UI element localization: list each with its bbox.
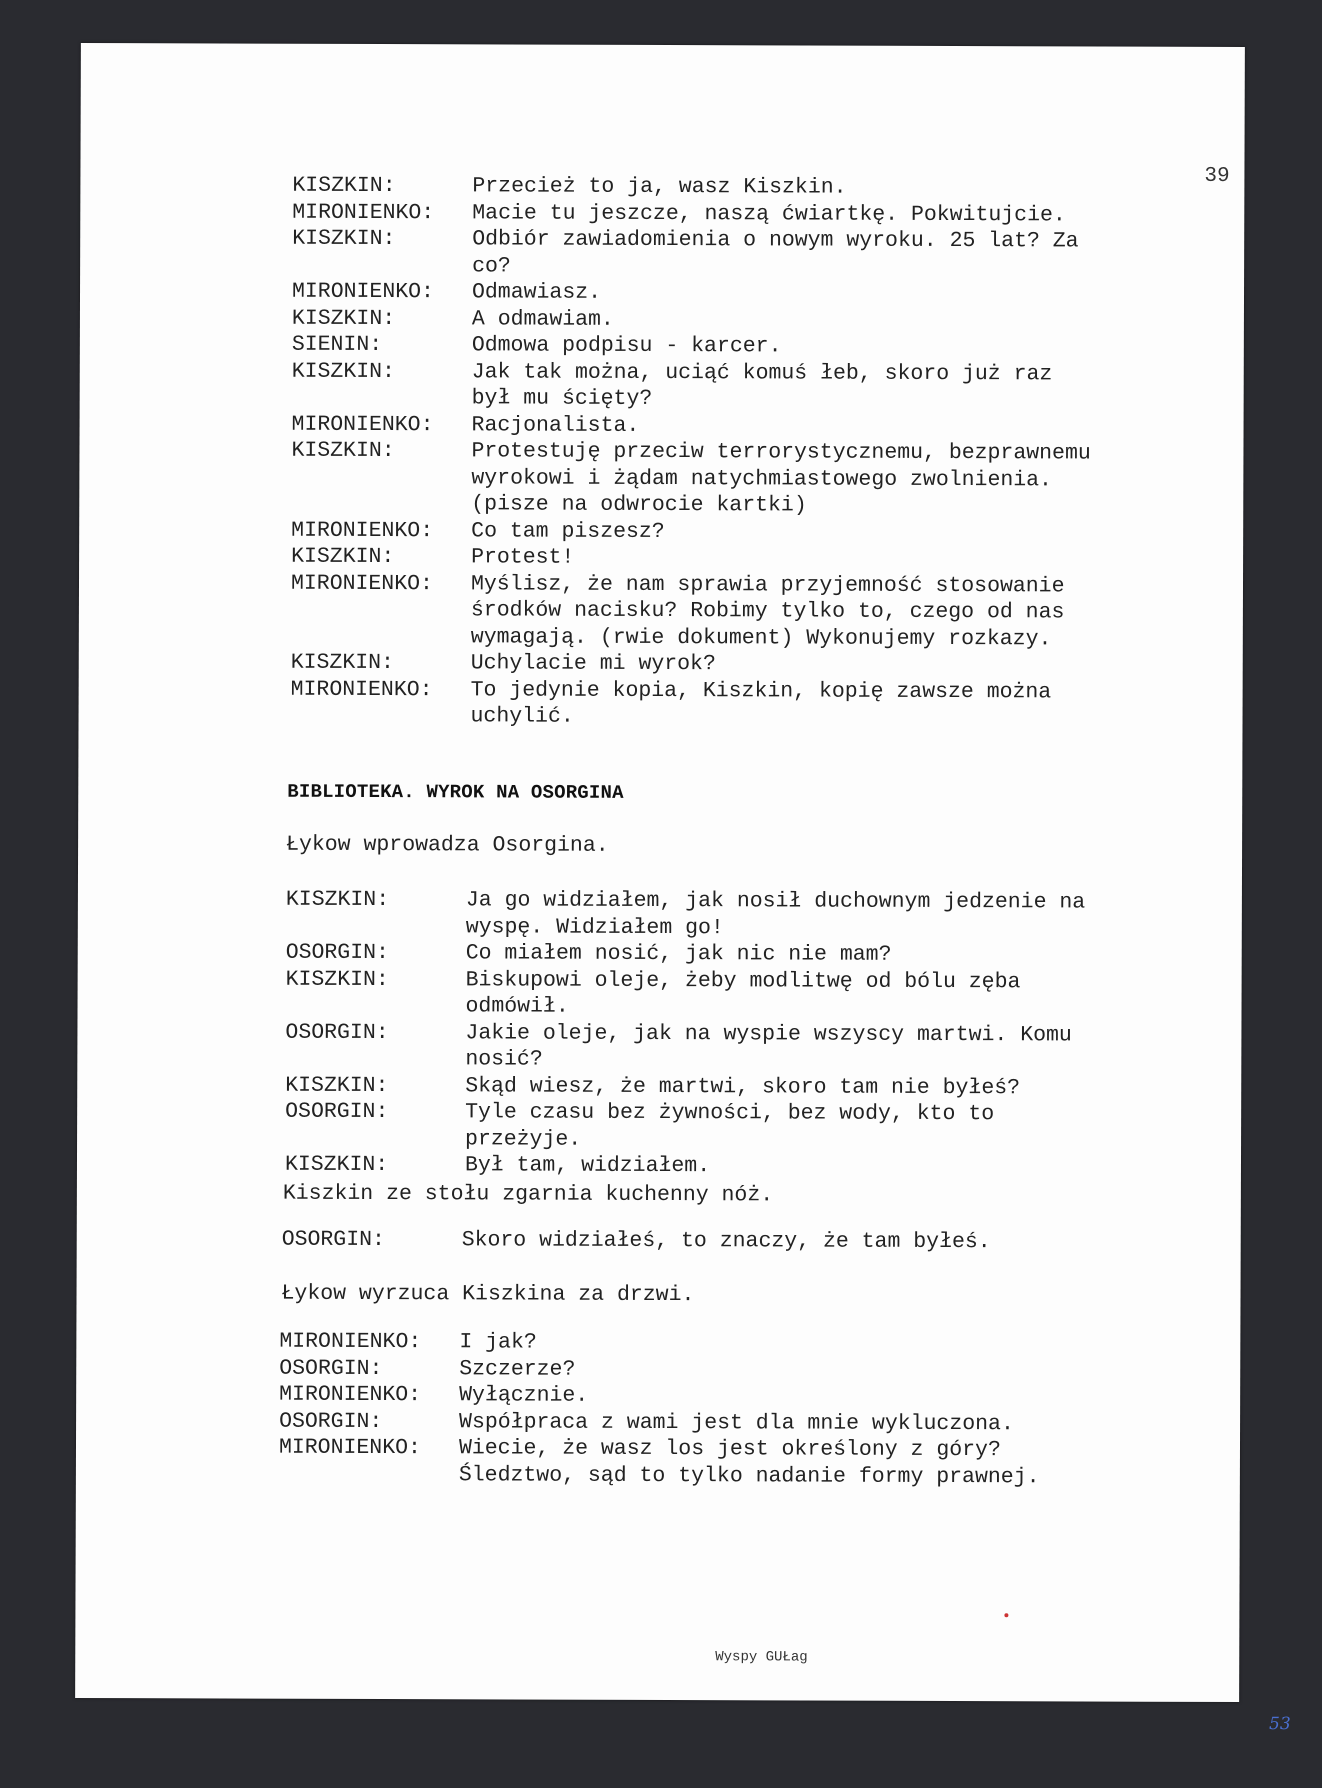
dialogue-text: Protestuję przeciw terrorystycznemu, bezprawnemu <box>471 439 1091 466</box>
dialogue-text: środków nacisku? Robimy tylko to, czego od nas <box>470 598 1065 625</box>
speaker-name: MIRONIENKO: <box>290 571 433 596</box>
dialogue-text: A odmawiam. <box>471 306 614 332</box>
stage-direction-2: Kiszkin ze stołu zgarnia kuchenny nóż. <box>282 1181 774 1208</box>
dialogue-text: odmówił. <box>465 994 569 1019</box>
speaker-name: KISZKIN: <box>290 650 394 676</box>
dialogue-text: (pisze na odwrocie kartki) <box>471 492 807 518</box>
speaker-name: KISZKIN: <box>292 173 396 199</box>
page-number: 39 <box>1204 164 1230 188</box>
dialogue-text: Wyłącznie. <box>459 1383 589 1408</box>
speaker-name: KISZKIN: <box>292 226 396 252</box>
stage-direction-1: Łykow wprowadza Osorgina. <box>286 832 609 858</box>
dialogue-text: był mu ścięty? <box>471 386 653 411</box>
ink-dot <box>1004 1613 1008 1617</box>
dialogue-text: Był tam, widziałem. <box>464 1153 711 1179</box>
dialogue-text: uchylić. <box>470 704 574 729</box>
dialogue-text: Jak tak można, uciąć komuś łeb, skoro już raz <box>471 359 1053 386</box>
document-page <box>75 43 1291 1735</box>
speaker-name: KISZKIN: <box>285 887 390 913</box>
speaker-name: KISZKIN: <box>291 359 396 384</box>
archive-number: 53 <box>1268 1714 1291 1735</box>
speaker-name: OSORGIN: <box>285 1020 389 1045</box>
speaker-name: OSORGIN: <box>279 1409 383 1434</box>
speaker-name: MIRONIENKO: <box>291 412 434 437</box>
dialogue-text: Wiecie, że wasz los jest określony z góry? <box>458 1436 1001 1463</box>
dialogue-text: przeżyje. <box>465 1126 582 1152</box>
dialogue-text: Współpraca z wami jest dla mnie wykluczona. <box>459 1409 1014 1436</box>
dialogue-text: Jakie oleje, jak na wyspie wszyscy martwi. Komu <box>465 1020 1072 1047</box>
dialogue-text: Śledztwo, sąd to tylko nadanie formy prawnej. <box>458 1462 1040 1489</box>
speaker-name: KISZKIN: <box>291 438 395 464</box>
dialogue-text: Szczerze? <box>459 1356 576 1382</box>
dialogue-text: co? <box>472 253 511 278</box>
speaker-name: MIRONIENKO: <box>291 518 434 543</box>
dialogue-text: Ja go widziałem, jak nosił duchownym jedzenie na <box>465 888 1086 915</box>
speaker-name: MIRONIENKO: <box>278 1435 421 1461</box>
dialogue-text: Skąd wiesz, że martwi, skoro tam nie byłeś? <box>465 1073 1021 1100</box>
speaker-name: MIRONIENKO: <box>290 677 433 702</box>
speaker-name: OSORGIN: <box>285 1099 389 1125</box>
speaker-name: KISZKIN: <box>291 544 395 570</box>
dialogue-text: Uchylacie mi wyrok? <box>470 651 716 677</box>
speaker-name: MIRONIENKO: <box>292 200 435 225</box>
dialogue-text: Co tam piszesz? <box>471 518 665 544</box>
dialogue-text: Odbiór zawiadomienia o nowym wyroku. 25 lat? Za <box>472 227 1079 254</box>
dialogue-section-4 <box>278 1329 1040 1489</box>
page-footer: Wyspy GUŁag <box>715 1649 808 1666</box>
dialogue-text: Myślisz, że nam sprawia przyjemność stosowanie <box>470 571 1065 598</box>
dialogue-text: Racjonalista. <box>471 412 640 438</box>
dialogue-text: Biskupowi oleje, żeby modlitwę od bólu zęba <box>465 967 1021 994</box>
speaker-name: KISZKIN: <box>285 967 389 992</box>
dialogue-text: To jedynie kopia, Kiszkin, kopię zawsze można <box>470 677 1052 704</box>
dialogue-text: Co miałem nosić, jak nic nie mam? <box>465 941 892 967</box>
speaker-name: KISZKIN: <box>291 306 396 331</box>
stage-direction-3: Łykow wyrzuca Kiszkina za drzwi. <box>281 1281 695 1308</box>
dialogue-text: Odmowa podpisu - karcer. <box>471 333 782 359</box>
dialogue-text: Skoro widziałeś, to znaczy, że tam byłeś. <box>461 1228 991 1255</box>
dialogue-text: wymagają. (rwie dokument) Wykonujemy rozkazy. <box>470 624 1052 651</box>
dialogue-text: I jak? <box>459 1330 537 1355</box>
speaker-name: OSORGIN: <box>285 940 389 966</box>
speaker-name: MIRONIENKO: <box>279 1382 422 1408</box>
dialogue-text: wyrokowi i żądam natychmiastowego zwolnienia. <box>471 465 1053 492</box>
dialogue-text: wyspę. Widziałem go! <box>465 914 724 940</box>
speaker-name: KISZKIN: <box>284 1152 389 1178</box>
speaker-name: OSORGIN: <box>279 1356 383 1381</box>
speaker-name: SIENIN: <box>291 332 383 358</box>
scene-heading: BIBLIOTEKA. WYROK NA OSORGINA <box>287 780 624 804</box>
dialogue-text: Macie tu jeszcze, naszą ćwiartkę. Pokwitujcie. <box>472 200 1066 227</box>
dialogue-text: Tyle czasu bez żywności, bez wody, kto to <box>465 1100 995 1127</box>
dialogue-section-1 <box>290 173 1091 729</box>
dialogue-text: nosić? <box>465 1047 543 1072</box>
dialogue-text: Przecież to ja, wasz Kiszkin. <box>472 174 847 200</box>
speaker-name: OSORGIN: <box>281 1227 385 1253</box>
dialogue-section-2 <box>284 887 1086 1179</box>
dialogue-text: Odmawiasz. <box>471 280 602 305</box>
speaker-name: KISZKIN: <box>285 1073 389 1098</box>
speaker-name: MIRONIENKO: <box>291 279 435 305</box>
dialogue-text: Protest! <box>471 545 575 570</box>
speaker-name: MIRONIENKO: <box>279 1329 422 1355</box>
